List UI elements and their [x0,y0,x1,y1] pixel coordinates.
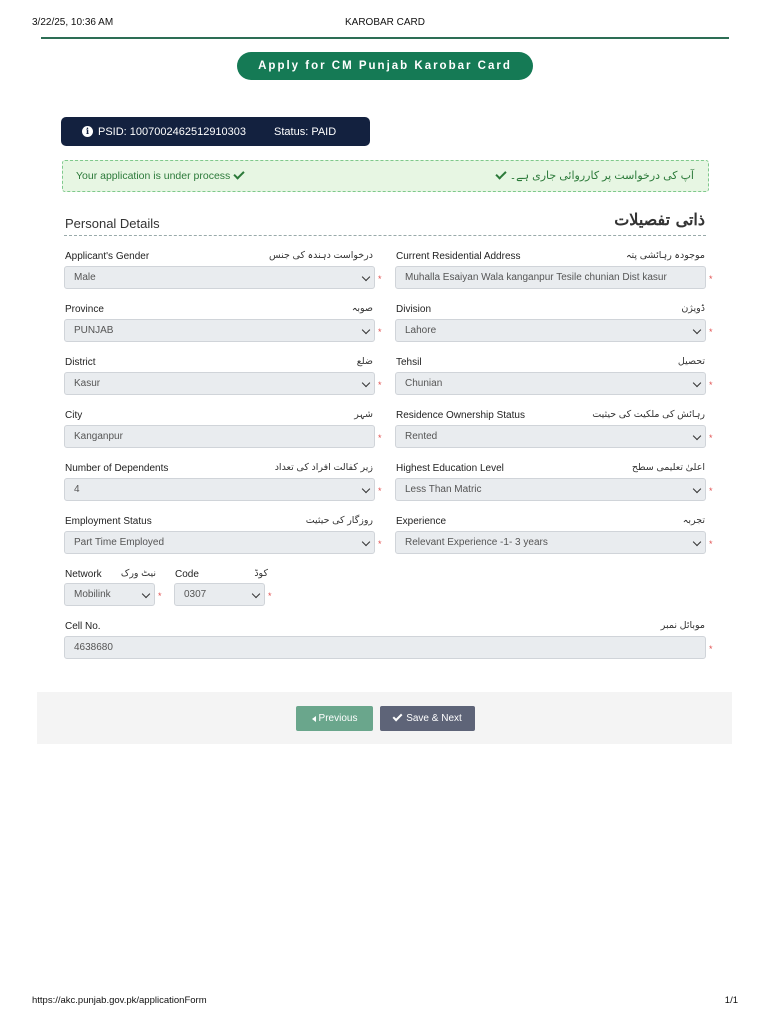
district-label-urdu: ضلع [356,356,373,367]
city-label: City [65,410,83,421]
address-input[interactable] [395,266,706,289]
network-value: Mobilink [74,589,111,600]
education-select[interactable] [395,478,706,501]
chevron-down-icon [693,379,701,387]
alert-message-ur-wrap [492,169,694,182]
dependents-value: 4 [74,484,80,495]
district-label: District [65,357,96,368]
ownership-select[interactable] [395,425,706,448]
division-value: Lahore [405,325,437,336]
address-value: Muhalla Esaiyan Wala kanganpur Tesile chunian Dist kasur [405,272,667,283]
required-marker: * [378,380,382,390]
network-label: Network [65,569,102,580]
chevron-down-icon [362,538,370,546]
network-select[interactable] [64,583,155,606]
province-label: Province [65,304,104,315]
check-icon [495,168,506,179]
apply-karobar-card-button[interactable]: Apply for CM Punjab Karobar Card [237,52,533,80]
alert-message-en: Your application is under process [76,170,231,182]
save-next-button[interactable] [380,706,475,731]
required-marker: * [709,274,713,284]
save-next-label: Save & Next [406,713,462,724]
print-header [32,17,738,31]
chevron-down-icon [362,485,370,493]
gender-label-urdu: درخواست دہندہ کی جنس [269,250,373,261]
district-select[interactable] [64,372,375,395]
check-icon [234,168,245,179]
chevron-down-icon [362,273,370,281]
gender-select[interactable] [64,266,375,289]
network-label-urdu: نیٹ ورک [120,568,156,579]
tehsil-label-urdu: تحصیل [677,356,705,367]
chevron-down-icon [693,485,701,493]
required-marker: * [378,486,382,496]
dependents-select[interactable] [64,478,375,501]
section-title: Personal Details [65,216,160,231]
required-marker: * [709,486,713,496]
print-datetime: 3/22/25, 10:36 AM [32,17,114,28]
cell-label-urdu: موبائل نمبر [660,620,705,631]
province-value: PUNJAB [74,325,114,336]
employment-label-urdu: روزگار کی حیثیت [305,515,373,526]
experience-select[interactable] [395,531,706,554]
city-label-urdu: شہر [354,409,373,420]
city-value: Kanganpur [74,431,123,442]
province-label-urdu: صوبہ [351,303,373,314]
education-label-urdu: اعلیٰ تعلیمی سطح [631,462,705,473]
district-value: Kasur [74,378,101,389]
division-select[interactable] [395,319,706,342]
info-icon: i [82,126,93,137]
required-marker: * [268,591,272,601]
caret-left-icon [312,716,316,722]
required-marker: * [709,327,713,337]
alert-message-ur: آپ کی درخواست پر کارروائی جاری ہے۔ [509,170,694,182]
dependents-label: Number of Dependents [65,463,169,474]
cell-value: 4638680 [74,642,113,653]
check-icon [393,712,403,722]
page-number: 1/1 [724,995,738,1006]
required-marker: * [709,380,713,390]
chevron-down-icon [252,590,260,598]
city-input[interactable] [64,425,375,448]
previous-button[interactable] [296,706,373,731]
top-divider [41,37,729,39]
previous-label: Previous [318,713,358,724]
gender-label: Applicant's Gender [65,251,150,262]
ownership-value: Rented [405,431,438,442]
required-marker: * [378,274,382,284]
code-label-urdu: کوڈ [254,568,268,579]
chevron-down-icon [693,432,701,440]
cell-label: Cell No. [65,621,101,632]
experience-label-urdu: تجربہ [682,515,705,526]
chevron-down-icon [142,590,150,598]
dependents-label-urdu: زیر کفالت افراد کی تعداد [274,462,373,473]
application-status-alert [62,160,709,192]
required-marker: * [709,433,713,443]
required-marker: * [378,433,382,443]
chevron-down-icon [693,326,701,334]
education-value: Less Than Matric [405,484,482,495]
education-label: Highest Education Level [396,463,504,474]
psid-text: PSID: 1007002462512910303 [98,125,247,138]
cell-number-input[interactable] [64,636,706,659]
psid-status-bar [61,117,370,146]
required-marker: * [378,539,382,549]
payment-status-text: Status: PAID [274,125,337,138]
print-url: https://akc.punjab.gov.pk/applicationForm [32,995,207,1006]
required-marker: * [378,327,382,337]
address-label-urdu: موجودہ رہائشی پتہ [625,250,705,261]
chevron-down-icon [362,379,370,387]
ownership-label: Residence Ownership Status [396,410,525,421]
employment-label: Employment Status [65,516,152,527]
chevron-down-icon [693,538,701,546]
required-marker: * [158,591,162,601]
experience-value: Relevant Experience -1- 3 years [405,537,548,548]
code-value: 0307 [184,589,207,600]
division-label: Division [396,304,432,315]
required-marker: * [709,644,713,654]
experience-label: Experience [396,516,447,527]
province-select[interactable] [64,319,375,342]
division-label-urdu: ڈویژن [681,303,705,314]
required-marker: * [709,539,713,549]
tehsil-select[interactable] [395,372,706,395]
print-title: KAROBAR CARD [344,17,425,28]
section-divider [64,235,706,236]
chevron-down-icon [362,326,370,334]
code-label: Code [175,569,199,580]
gender-value: Male [74,272,96,283]
ownership-label-urdu: رہائش کی ملکیت کی حیثیت [592,409,705,420]
code-select[interactable] [174,583,265,606]
address-label: Current Residential Address [396,251,521,262]
section-title-urdu: ذاتی تفصیلات [614,210,705,229]
employment-value: Part Time Employed [74,537,165,548]
alert-message-en-wrap [76,170,248,182]
tehsil-label: Tehsil [396,357,422,368]
tehsil-value: Chunian [405,378,443,389]
employment-select[interactable] [64,531,375,554]
